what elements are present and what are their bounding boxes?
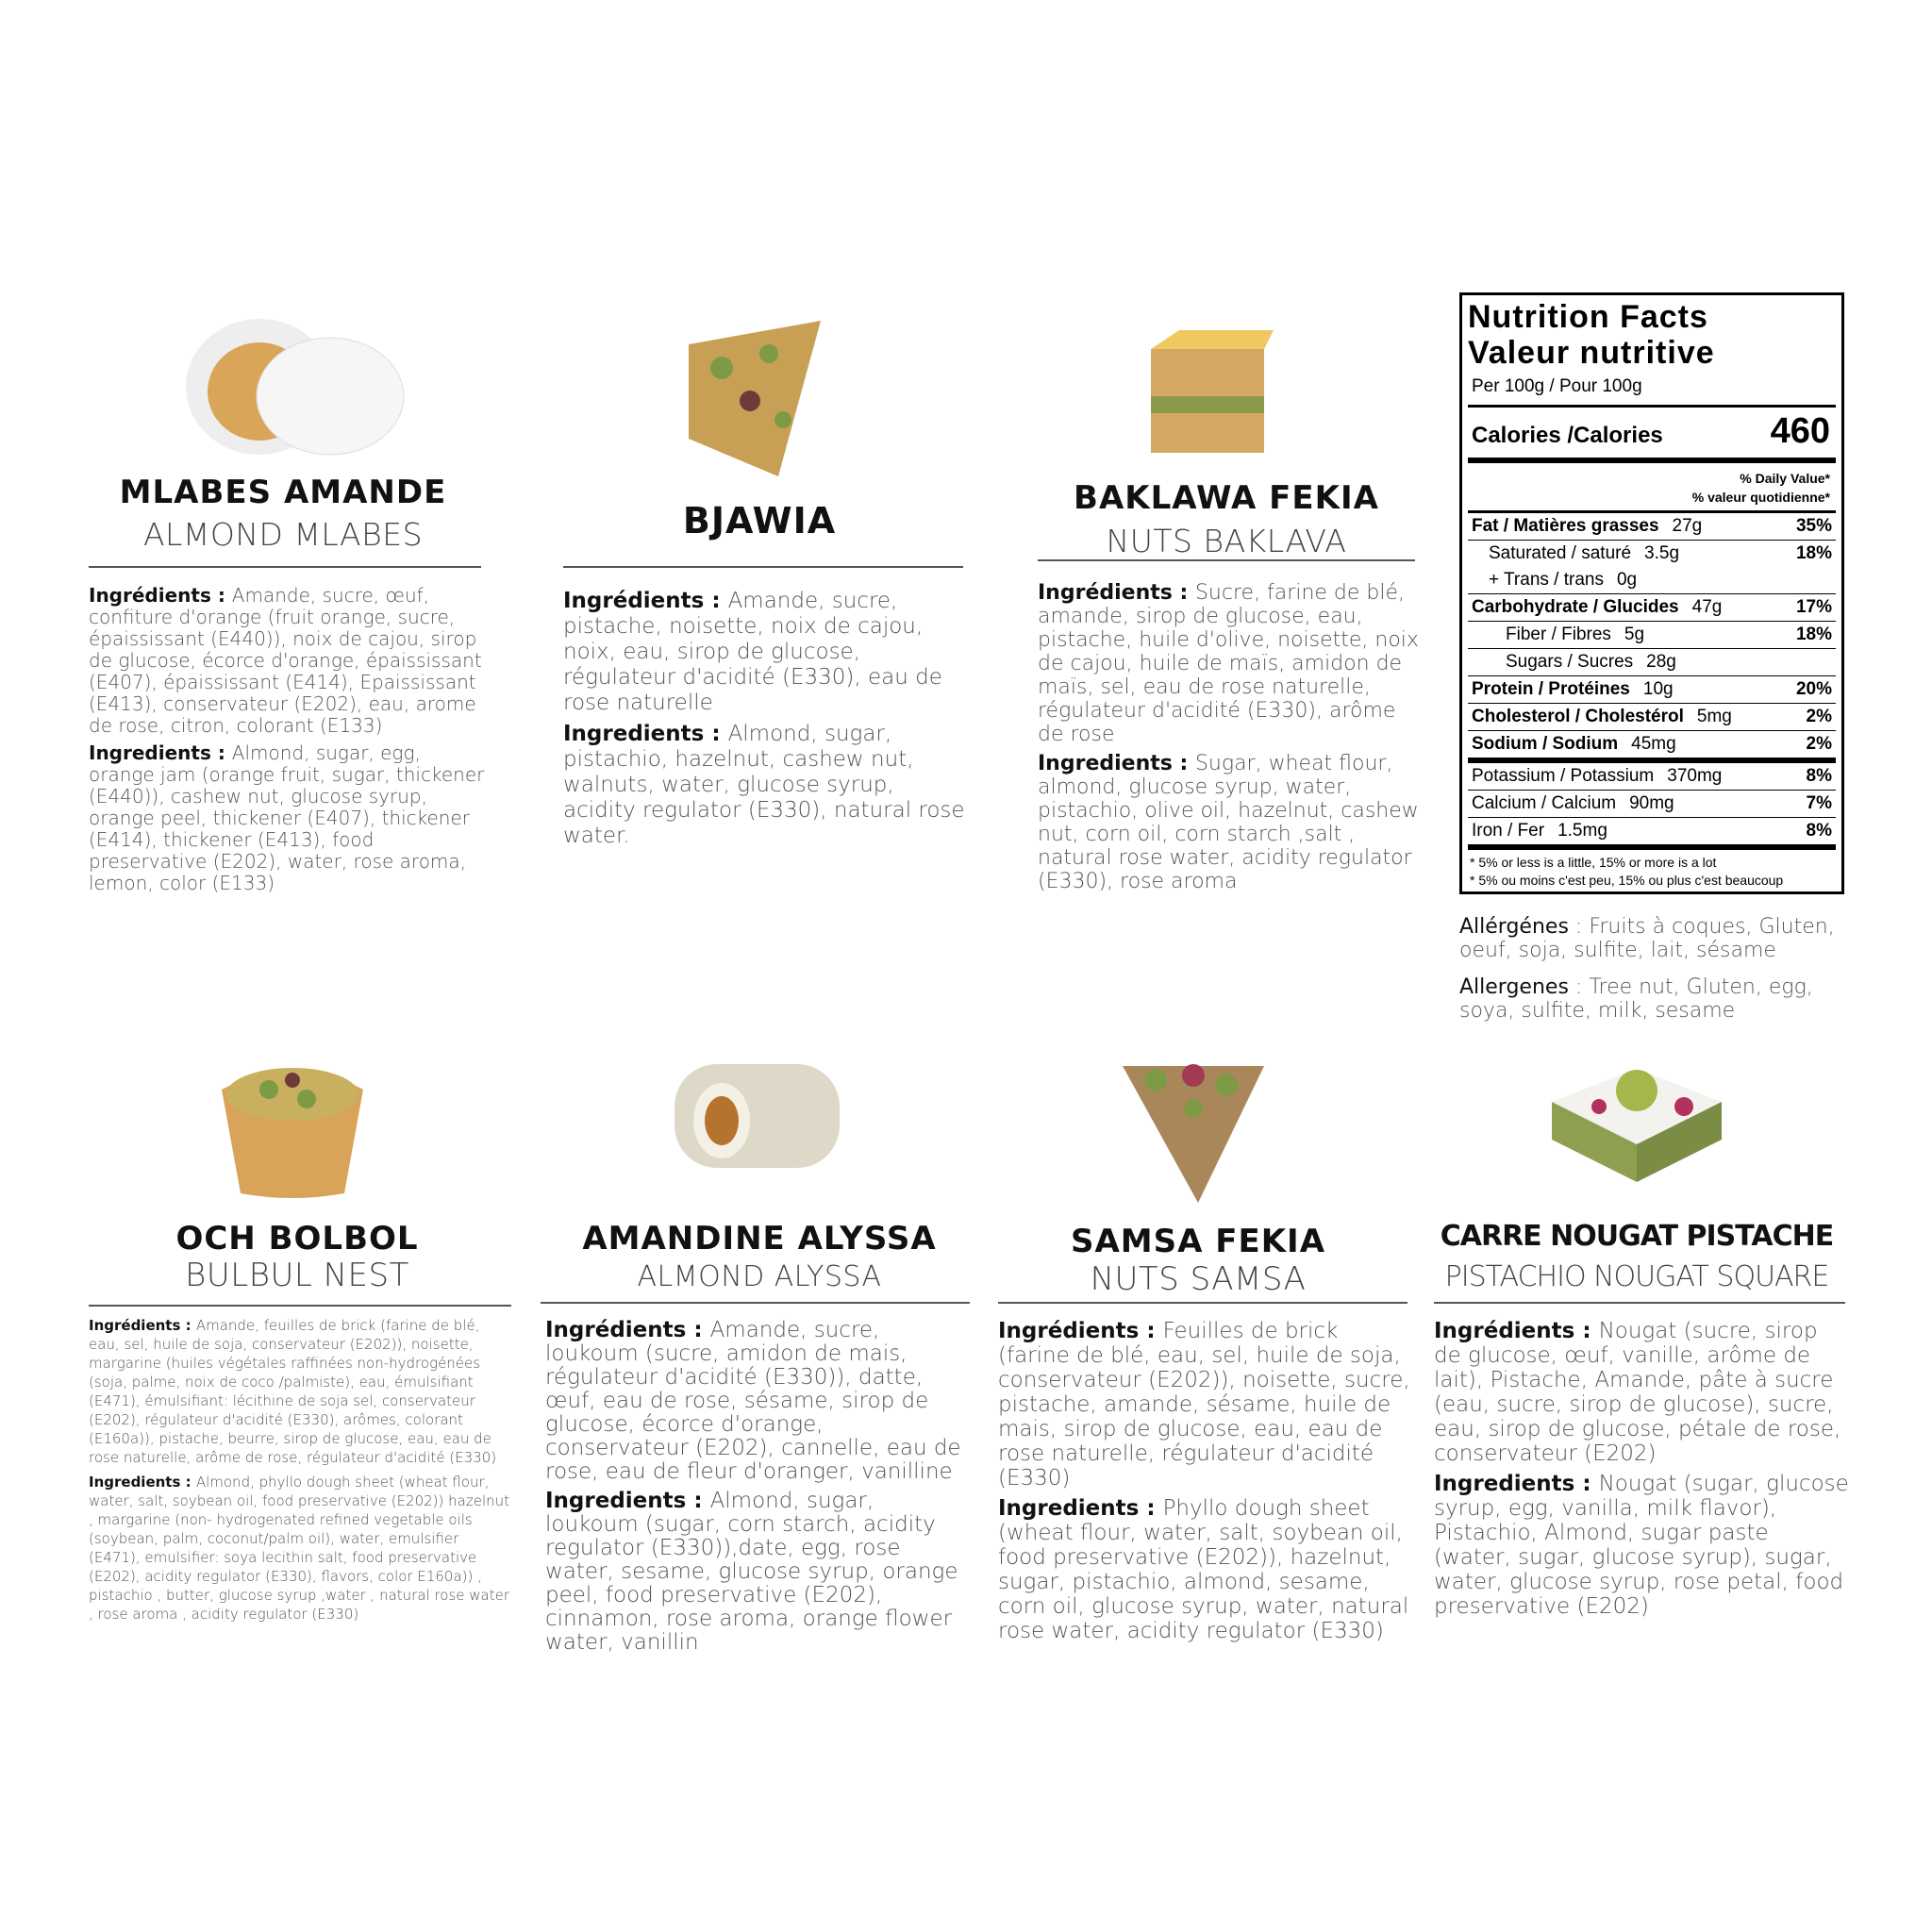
nutrient-row <box>1468 540 1836 567</box>
nutrient-label: Fiber / Fibres 5g <box>1506 625 1645 644</box>
allergens <box>1459 915 1856 1023</box>
nutrient-label: Protein / Protéines 10g <box>1472 679 1674 699</box>
ingredients-fr: Ingrédients : Amande, sucre, pistache, noisette, noix de cajou, noix, eau, sirop de glucose, régulateur d'acidité (E330), eau de rose naturelle <box>563 589 942 715</box>
nutrient-daily-value: 7% <box>1806 793 1832 813</box>
allergens-fr: Allérgénes : Fruits à coques, Gluten, oeuf, soja, sulfite, lait, sésame <box>1459 915 1835 962</box>
nutrient-daily-value: 8% <box>1806 821 1832 841</box>
calories-row <box>1468 405 1836 458</box>
serving-size: Per 100g / Pour 100g <box>1472 376 1642 396</box>
nutrient-row <box>1468 621 1836 648</box>
nutrient-row <box>1468 758 1836 790</box>
ingredients-en: Ingredients : Almond, phyllo dough sheet (wheat flour, water, salt, soybean oil, food preservative (E202)) hazelnut , margarine (non- hydrogenated refined vegetable oils (soybean, palm, coconut/palm oil), water, emulsifier (E471), emulsifier: soya lecithin salt, food preservative (E202), acidity regulator (E330), flavors, color E160a)) , pistachio , butter, glucose syrup ,water , natural rose water , rose aroma , acidity regulator (E330) <box>89 1474 510 1623</box>
footnote-en: * 5% or less is a little, 15% or more is a lot <box>1470 855 1717 870</box>
nutrient-row <box>1468 648 1836 675</box>
product-subname: NUTS BAKLAVA <box>1106 523 1347 559</box>
nutrient-label: Fat / Matières grasses 27g <box>1472 516 1703 536</box>
ingredients <box>545 1319 970 1660</box>
och-bolbol-image <box>212 1052 373 1203</box>
ingredients-fr: Ingrédients : Nougat (sucre, sirop de glucose, œuf, vanille, arôme de lait), Pistache, Amande, pâte à sucre (eau, sucre, sirop de glucose), sucre, eau, sirop de glucose, pétale de rose, conservateur (E202) <box>1434 1319 1841 1466</box>
ingredients <box>998 1319 1413 1649</box>
nutrient-row <box>1468 593 1836 621</box>
ingredients-fr: Ingrédients : Amande, sucre, loukoum (sucre, amidon de mais, régulateur d'acidité (E330)), datte, œuf, eau de rose, sésame, sirop de glucose, écorce d'orange, conservateur (E202), cannelle, eau de rose, eau de fleur d'oranger, vanilline <box>545 1318 961 1484</box>
divider <box>1038 559 1415 561</box>
nutrition-title-fr: Valeur nutritive <box>1468 335 1715 371</box>
calories-value: 460 <box>1770 411 1830 451</box>
nutrition-facts-panel <box>1459 292 1844 894</box>
daily-value-header <box>1468 458 1836 510</box>
nutrition-title-en: Nutrition Facts <box>1468 299 1708 335</box>
ingredients <box>563 589 969 855</box>
nutrient-row <box>1468 790 1836 817</box>
nutrient-label: Cholesterol / Cholestérol 5mg <box>1472 707 1732 726</box>
ingredients-en: Ingredients : Almond, sugar, pistachio, hazelnut, cashew nut, walnuts, water, glucose syrup, acidity regulator (E330), natural rose water. <box>563 722 965 848</box>
product-subname: ALMOND ALYSSA <box>637 1260 882 1293</box>
divider <box>89 1305 511 1307</box>
divider <box>541 1302 970 1304</box>
nutrient-daily-value: 17% <box>1795 597 1832 617</box>
product-name: CARRE NOUGAT PISTACHE <box>1440 1220 1834 1253</box>
ingredients-en: Ingredients : Almond, sugar, loukoum (sugar, corn starch, acidity regulator (E330)),date, egg, rose water, sesame, glucose syrup, orange peel, food preservative (E202), cinnamon, rose aroma, orange flower water, vanillin <box>545 1489 958 1655</box>
ingredients-en: Ingredients : Almond, sugar, egg, orange jam (orange fruit, sugar, thickener (E440)), cashew nut, glucose syrup, orange peel, thickener (E407), thickener (E414), thickener (E413), food preservative (E202), water, rose aroma, lemon, color (E133) <box>89 741 485 894</box>
ingredients-fr: Ingrédients : Sucre, farine de blé, amande, sirop de glucose, eau, pistache, huile d'olive, noisette, noix de cajou, huile de maïs, amidon de maïs, sel, eau de rose naturelle, régulateur d'acidité (E330), arôme de rose <box>1038 581 1419 746</box>
nutrient-label: + Trans / trans 0g <box>1489 570 1638 590</box>
ingredients-en: Ingredients : Sugar, wheat flour, almond, glucose syrup, water, pistachio, olive oil, hazelnut, cashew nut, corn oil, corn starch ,salt , natural rose water, acidity regulator (E330), rose aroma <box>1038 752 1419 893</box>
divider <box>998 1302 1407 1304</box>
calories-label: Calories /Calories <box>1472 423 1663 448</box>
nutrient-daily-value: 2% <box>1806 707 1832 726</box>
nutrient-daily-value: 18% <box>1795 625 1832 644</box>
divider <box>1434 1302 1845 1304</box>
ingredients-fr: Ingrédients : Amande, sucre, œuf, confiture d'orange (fruit orange, sucre, épaississant (E440)), noix de cajou, sirop de glucose, écorce d'orange, épaississant (E407), épaississant (E414), Epaississant (E413), conservateur (E202), eau, arome de rose, citron, colorant (E133) <box>89 584 482 737</box>
product-name: SAMSA FEKIA <box>1070 1223 1326 1260</box>
nutrient-daily-value: 2% <box>1806 734 1832 754</box>
ingredients-fr: Ingrédients : Amande, feuilles de brick (farine de blé, eau, sel, huile de soja, conservateur (E202)), noisette, margarine (huiles végétales raffinées non-hydrogénées (soja, palme, noix de coco /palmiste), eau, émulsifiant (E471), émulsifiant: lécithine de soja sel, conservateur (E202), régulateur d'acidité (E330), arômes, colorant (E160a)), pistache, beurre, sirop de glucose, eau, eau de rose naturelle, arôme de rose, régulateur d'acidité (E330) <box>89 1317 497 1466</box>
nutrient-daily-value: 18% <box>1795 543 1832 563</box>
nutrient-daily-value: 20% <box>1795 679 1832 699</box>
nutrient-row <box>1468 817 1836 844</box>
nutrient-label: Sodium / Sodium 45mg <box>1472 734 1676 754</box>
bjawia-image <box>684 316 825 481</box>
nougat-image <box>1542 1055 1731 1196</box>
nutrient-rows <box>1468 510 1836 844</box>
product-name: BAKLAWA FEKIA <box>1074 479 1379 517</box>
nutrient-row <box>1468 675 1836 703</box>
divider <box>89 566 481 568</box>
allergens-en: Allergenes : Tree nut, Gluten, egg, soya, sulfite, milk, sesame <box>1459 975 1813 1023</box>
nutrient-row <box>1468 510 1836 540</box>
product-subname: NUTS SAMSA <box>1090 1260 1307 1298</box>
nutrient-label: Iron / Fer 1.5mg <box>1472 821 1607 841</box>
amandine-image <box>665 1055 849 1177</box>
product-name: BJAWIA <box>682 500 837 541</box>
product-subname: PISTACHIO NOUGAT SQUARE <box>1444 1260 1829 1293</box>
product-name: OCH BOLBOL <box>175 1220 419 1257</box>
nutrient-label: Carbohydrate / Glucides 47g <box>1472 597 1723 617</box>
daily-value-en: % Daily Value* <box>1740 471 1830 486</box>
ingredients-fr: Ingrédients : Feuilles de brick (farine de blé, eau, sel, huile de soja, conservateur (E202)), noisette, sucre, pistache, amande, sésame, huile de mais, sirop de glucose, eau, eau de rose naturelle, régulateur d'acidité (E330) <box>998 1319 1410 1491</box>
mlabes-image <box>170 311 406 462</box>
ingredients-en: Ingredients : Phyllo dough sheet (wheat flour, water, salt, soybean oil, food preservative (E202)), hazelnut, sugar, pistachio, almond, sesame, corn oil, glucose syrup, water, natural rose water, acidity regulator (E330) <box>998 1496 1409 1643</box>
samsa-image <box>1118 1052 1269 1208</box>
daily-value-fr: % valeur quotidienne* <box>1691 490 1830 505</box>
baklawa-image <box>1141 321 1274 462</box>
nutrient-daily-value: 35% <box>1795 516 1832 536</box>
ingredients <box>1038 581 1424 899</box>
ingredients <box>1434 1319 1849 1624</box>
nutrient-row <box>1468 567 1836 593</box>
nutrient-label: Sugars / Sucres 28g <box>1506 652 1676 672</box>
ingredients-en: Ingredients : Nougat (sugar, glucose syrup, egg, vanilla, milk flavor), Pistachio, Almond, sugar paste (water, sugar, glucose syrup), sugar, water, glucose syrup, rose petal, food preservative (E202) <box>1434 1472 1849 1619</box>
ingredients <box>89 1316 513 1629</box>
product-subname: BULBUL NEST <box>185 1257 409 1294</box>
nutrient-row <box>1468 703 1836 730</box>
footnote-fr: * 5% ou moins c'est peu, 15% ou plus c'est beaucoup <box>1470 873 1784 888</box>
product-subname: ALMOND MLABES <box>142 516 424 553</box>
nutrient-daily-value: 8% <box>1806 766 1832 786</box>
nutrition-footnote <box>1468 844 1836 893</box>
ingredients <box>89 585 485 900</box>
nutrient-label: Calcium / Calcium 90mg <box>1472 793 1674 813</box>
nutrient-label: Potassium / Potassium 370mg <box>1472 766 1723 786</box>
divider <box>563 566 963 568</box>
product-name: AMANDINE ALYSSA <box>582 1220 937 1257</box>
product-name: MLABES AMANDE <box>119 474 447 511</box>
nutrient-row <box>1468 730 1836 758</box>
nutrient-label: Saturated / saturé 3.5g <box>1489 543 1680 563</box>
